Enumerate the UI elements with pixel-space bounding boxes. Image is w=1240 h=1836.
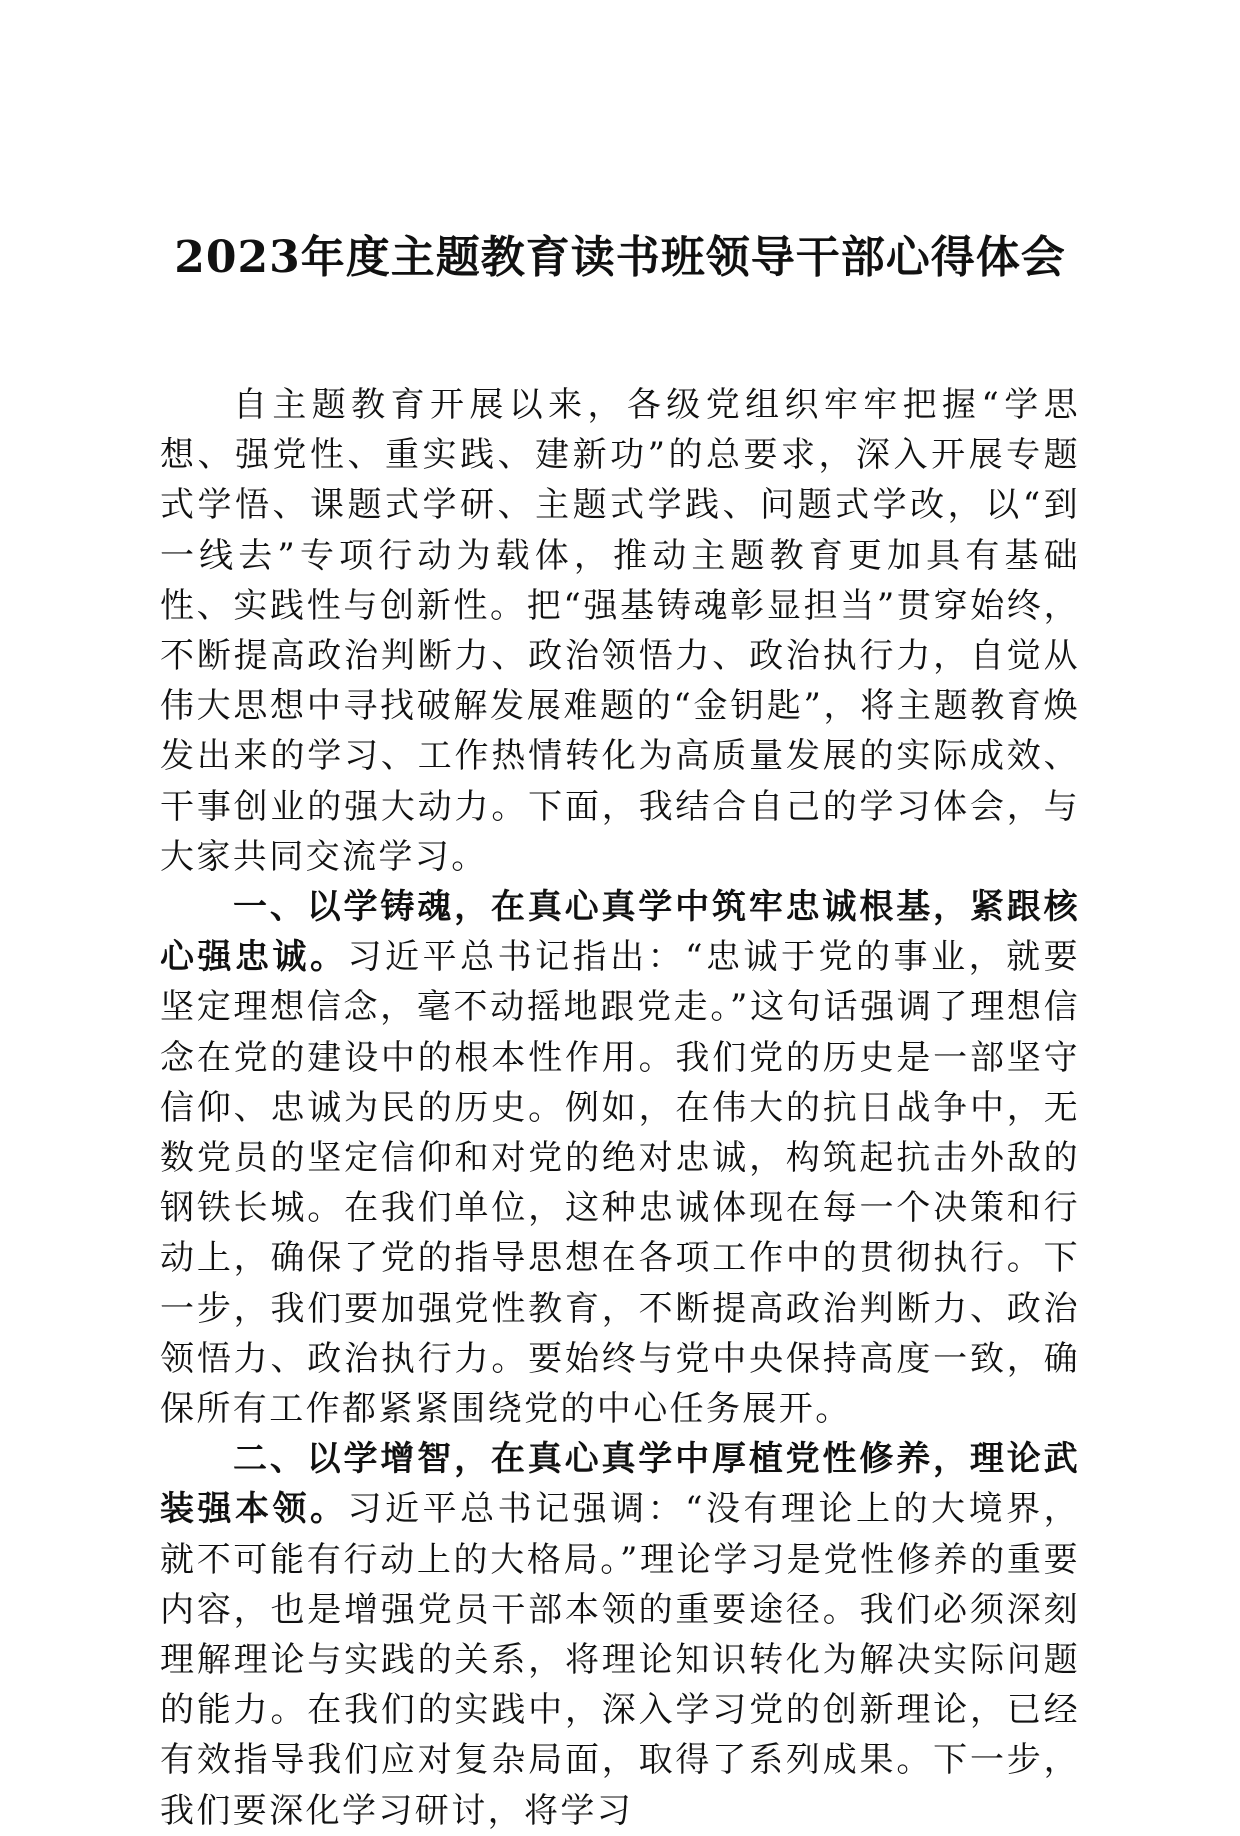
- document-body: [160, 380, 1080, 1836]
- document-title: 2023年度主题教育读书班领导干部心得体会: [174, 232, 1066, 283]
- section-two-paragraph: [160, 1434, 1080, 1836]
- paragraph-text: 习近平总书记强调：“没有理论上的大境界，就不可能有行动上的大格局。”理论学习是党性修养的重要内容，也是增强党员干部本领的重要途径。我们必须深刻理解理论与实践的关系，将理论知识转化为解决实际问题的能力。在我们的实践中，深入学习党的创新理论，已经有效指导我们应对复杂局面，取得了系列成果。下一步，我们要深化学习研讨，将学习: [160, 1489, 1080, 1831]
- paragraph-text: 自主题教育开展以来，各级党组织牢牢把握“学思想、强党性、重实践、建新功”的总要求，深入开展专题式学悟、课题式学研、主题式学践、问题式学改，以“到一线去”专项行动为载体，推动主题教育更加具有基础性、实践性与创新性。把“强基铸魂彰显担当”贯穿始终，不断提高政治判断力、政治领悟力、政治执行力，自觉从伟大思想中寻找破解发展难题的“金钥匙”，将主题教育焕发出来的学习、工作热情转化为高质量发展的实际成效、干事创业的强大动力。下面，我结合自己的学习体会，与大家共同交流学习。: [160, 385, 1080, 877]
- section-one-paragraph: [160, 882, 1080, 1434]
- section-two-heading: 二、以学增智，在真心真学中厚植党性修养，理论武装强本领。: [160, 1439, 1080, 1530]
- paragraph-text: 习近平总书记指出：“忠诚于党的事业，就要坚定理想信念，毫不动摇地跟党走。”这句话强调了理想信念在党的建设中的根本性作用。我们党的历史是一部坚守信仰、忠诚为民的历史。例如，在伟大的抗日战争中，无数党员的坚定信仰和对党的绝对忠诚，构筑起抗击外敌的钢铁长城。在我们单位，这种忠诚体现在每一个决策和行动上，确保了党的指导思想在各项工作中的贯彻执行。下一步，我们要加强党性教育，不断提高政治判断力、政治领悟力、政治执行力。要始终与党中央保持高度一致，确保所有工作都紧紧围绕党的中心任务展开。: [160, 937, 1080, 1430]
- intro-paragraph: [160, 380, 1080, 882]
- section-one-heading: 一、以学铸魂，在真心真学中筑牢忠诚根基，紧跟核心强忠诚。: [160, 887, 1080, 978]
